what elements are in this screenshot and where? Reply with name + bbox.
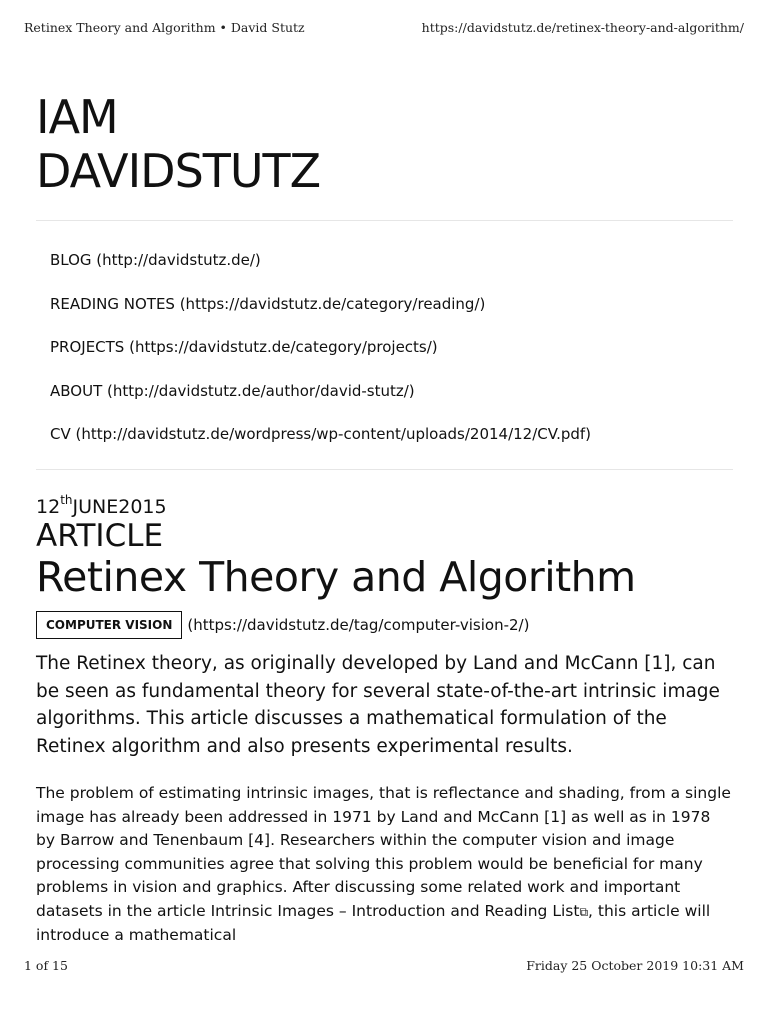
article-kind: ARTICLE	[36, 518, 164, 555]
intrinsic-images-link-text: Intrinsic Images – Introduction and Reading List	[210, 901, 580, 920]
nav-item-cv[interactable]: CV (http://davidstutz.de/wordpress/wp-content/uploads/2014/12/CV.pdf)	[50, 425, 592, 444]
site-title-line-2: DAVIDSTUTZ	[36, 144, 321, 198]
page-count: 1 of 15	[24, 958, 68, 973]
main-nav	[36, 221, 733, 469]
nav-item-blog[interactable]: BLOG (http://davidstutz.de/)	[50, 251, 261, 269]
print-url: https://davidstutz.de/retinex-theory-and-algorithm/	[421, 20, 744, 35]
external-link-icon: ⧉	[579, 904, 589, 919]
tag-computer-vision[interactable]: COMPUTER VISION	[36, 611, 182, 639]
print-page-title: Retinex Theory and Algorithm • David Stutz	[24, 20, 305, 35]
divider	[36, 469, 733, 470]
body-text-1: The problem of estimating intrinsic images, that is reflectance and shading, from a single image has already been addressed in 1971 by Land and McCann [1] as well as in 1978 by Barrow and Tenenbaum [4]. Researchers within the computer vision and image processing communities agree that solving this problem would be beneficial for many problems in vision and graphics. After discussing some related work and important datasets in the article	[36, 784, 731, 920]
nav-item-about[interactable]: ABOUT (http://davidstutz.de/author/david-stutz/)	[50, 381, 415, 400]
date-suffix: th	[60, 493, 73, 508]
page-content	[36, 90, 733, 948]
site-title-line-1: IAM	[36, 90, 118, 144]
site-title[interactable]	[36, 90, 733, 198]
print-footer	[24, 958, 744, 973]
print-header	[24, 20, 744, 35]
intrinsic-images-link[interactable]	[211, 902, 588, 920]
nav-item-projects[interactable]: PROJECTS (https://davidstutz.de/category/projects/)	[50, 338, 438, 357]
article-body	[36, 782, 733, 948]
body-text-2: , this article will introduce a mathematical	[36, 901, 711, 945]
printed-at: Friday 25 October 2019 10:31 AM	[526, 958, 744, 973]
date-month-year: JUNE2015	[72, 496, 167, 519]
article-title: Retinex Theory and Algorithm	[36, 553, 636, 602]
date-day: 12	[36, 496, 61, 519]
tag-url: (https://davidstutz.de/tag/computer-vision-2/)	[187, 616, 530, 635]
tag-line	[36, 611, 733, 639]
article-date	[36, 493, 733, 519]
nav-item-reading-notes[interactable]: READING NOTES (https://davidstutz.de/category/reading/)	[50, 294, 486, 313]
article-lead: The Retinex theory, as originally developed by Land and McCann [1], can be seen as fundamental theory for several state-of-the-art intrinsic image algorithms. This article discusses a mathematical formulation of the Retinex algorithm and also presents experimental results.	[36, 653, 720, 757]
